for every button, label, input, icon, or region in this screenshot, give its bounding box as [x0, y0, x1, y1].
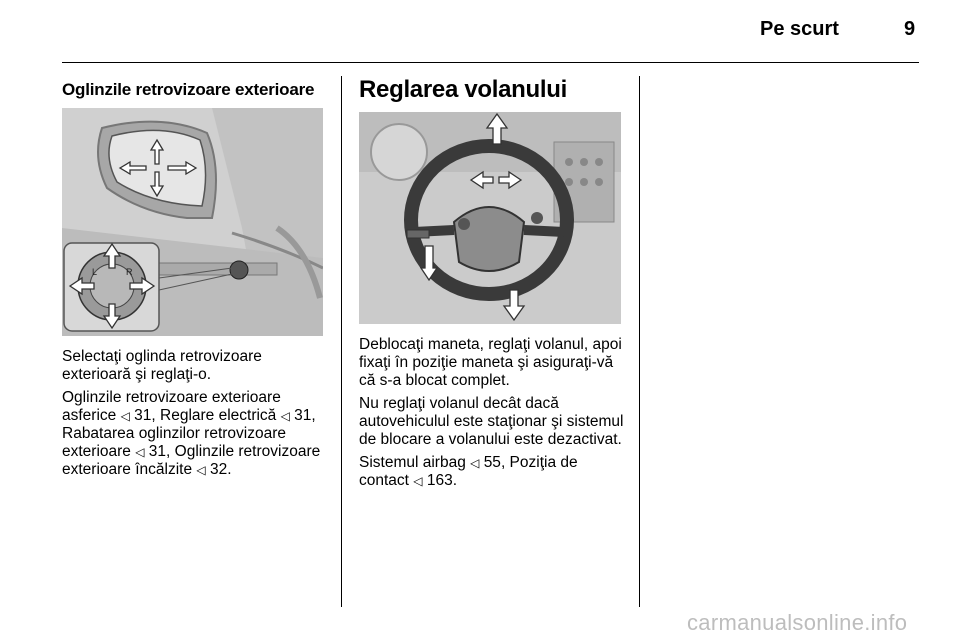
header-title: Pe scurt: [760, 18, 839, 40]
switch-label-right: R: [126, 267, 133, 277]
column-divider-left: [341, 76, 342, 607]
mirrors-paragraph-2: Oglinzile retrovizoare exterioare asferice ◁ 31, Reglare electrică ◁ 31, Rabatarea oglinzilor retrovizoare exterioare ◁ 31, Oglinzile retrovizoare exterioare încălzite ◁ 32.: [62, 389, 321, 478]
section-heading-mirrors: Oglinzile retrovizoare exterioare: [62, 80, 315, 99]
steering-paragraph-3: Sistemul airbag ◁ 55, Poziţia de contact ◁ 163.: [359, 454, 578, 489]
footer-watermark: carmanualsonline.info: [687, 610, 908, 635]
column-divider-right: [639, 76, 640, 607]
steering-text: [359, 336, 627, 495]
steering-illustration-svg: [359, 112, 621, 324]
mirror-illustration-svg: [62, 108, 323, 336]
steering-adjust-illustration: [359, 112, 621, 324]
section-heading-steering: Reglarea volanului: [359, 76, 567, 103]
page-ref[interactable]: 31: [148, 443, 167, 460]
page-ref[interactable]: 31: [134, 407, 152, 424]
mirror-adjust-illustration: [62, 108, 323, 336]
page-number: 9: [904, 18, 916, 40]
steering-paragraph-1: Deblocaţi maneta, reglaţi volanul, apoi fixaţi în poziţie maneta şi asiguraţi-vă că s-a blocat complet.: [359, 336, 622, 389]
mirrors-text: [62, 348, 332, 484]
page-ref[interactable]: 55: [483, 454, 501, 471]
page-ref[interactable]: 31: [294, 407, 312, 424]
mirrors-paragraph-1: Selectaţi oglinda retrovizoare exterioară şi reglaţi-o.: [62, 348, 262, 383]
steering-paragraph-2: Nu reglaţi volanul decât dacă autovehiculul este staţionar şi sistemul de blocare a volanului este dezactivat.: [359, 395, 624, 448]
switch-label-left: L: [92, 267, 98, 277]
page-ref[interactable]: 32: [209, 461, 228, 478]
page-ref[interactable]: 163: [426, 472, 453, 489]
header-divider: [62, 62, 919, 63]
